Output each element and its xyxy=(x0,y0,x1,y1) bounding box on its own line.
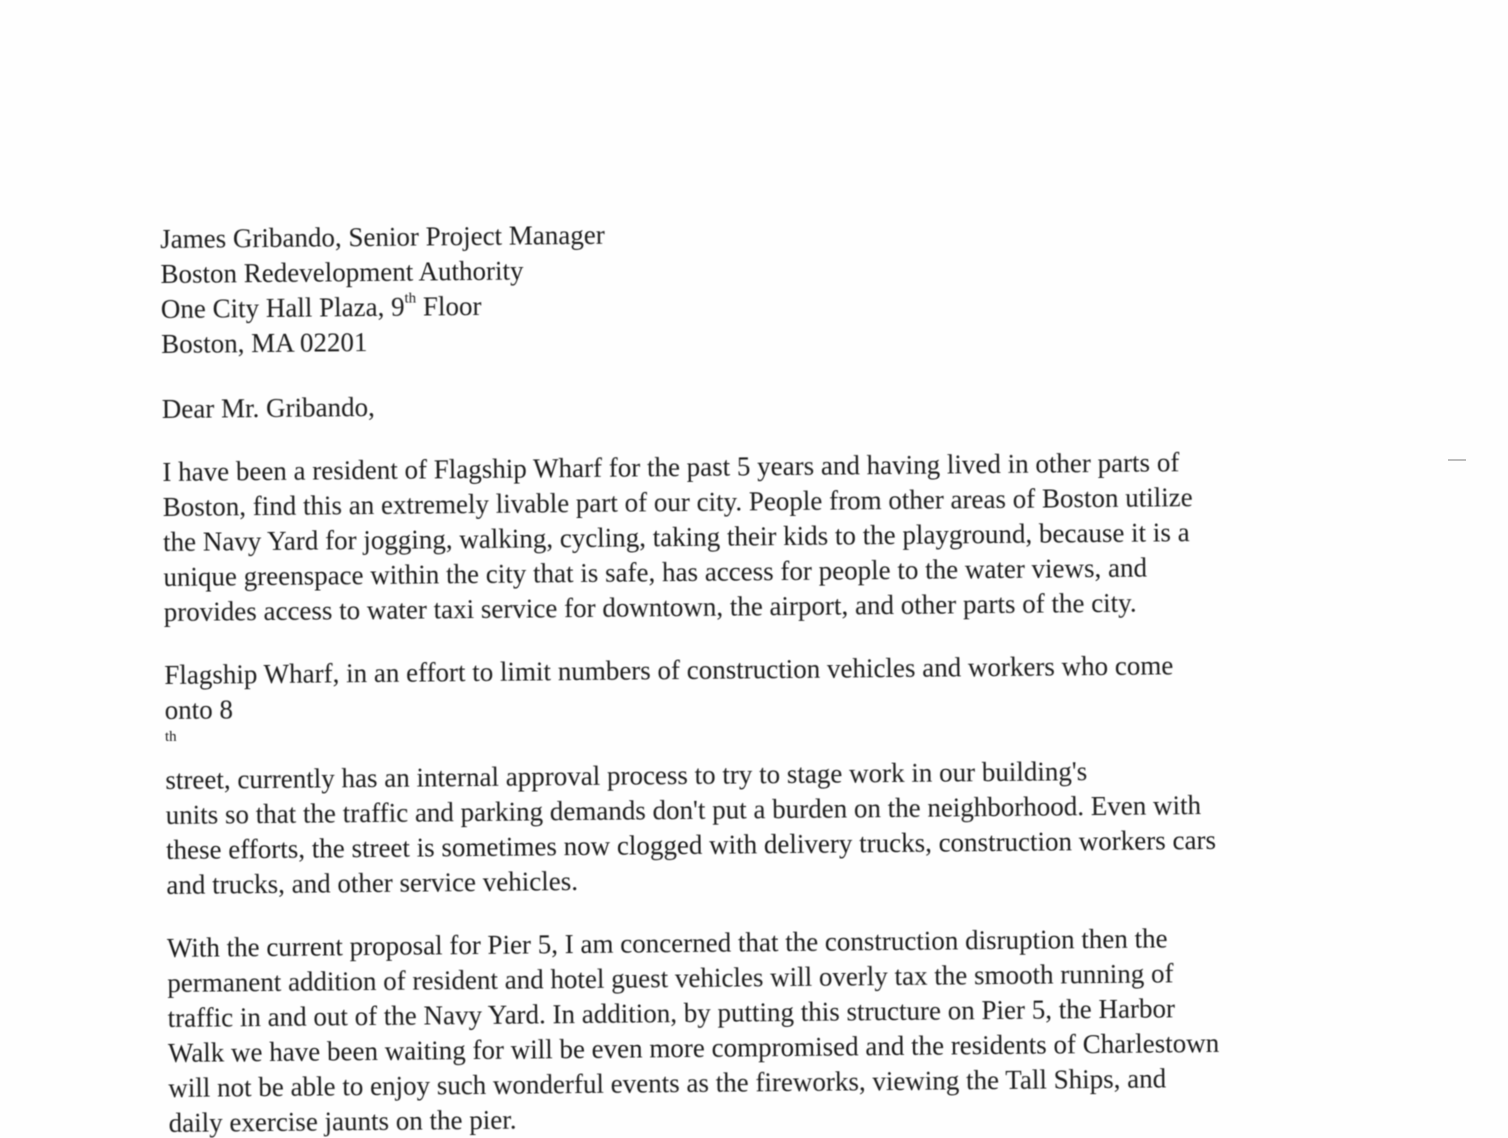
paragraph-1-line: the Navy Yard for jogging, walking, cycling, taking their kids to the playground, because it is a xyxy=(162,517,1190,557)
paragraph-3-line: Walk we have been waiting for will be even more compromised and the residents of Charlestown xyxy=(167,1027,1220,1068)
paragraph-2-line: Flagship Wharf, in an effort to limit numbers of construction vehicles and workers who come xyxy=(164,650,1174,690)
salutation: Dear Mr. Gribando, xyxy=(161,391,375,424)
street-prefix: onto 8 xyxy=(164,694,234,725)
recipient-name-title: James Gribando, Senior Project Manager xyxy=(160,219,605,254)
paragraph-3-line: permanent addition of resident and hotel guest vehicles will overly tax the smooth running of xyxy=(167,958,1174,998)
paragraph-3-line: daily exercise jaunts on the pier. xyxy=(168,1104,517,1138)
paragraph-2-line xyxy=(165,681,1376,798)
street-ordinal-suffix: th xyxy=(164,728,177,745)
letter-body xyxy=(160,210,1379,1138)
street-line-rest: street, currently has an internal approval process to try to stage work in our building's xyxy=(165,756,1088,795)
floor-ordinal-suffix: th xyxy=(404,290,417,307)
recipient-address-block xyxy=(160,210,1371,362)
paragraph-1-line: I have been a resident of Flagship Wharf for the past 5 years and having lived in other parts of xyxy=(162,447,1180,487)
street-address-main: One City Hall Plaza, 9 xyxy=(160,291,405,324)
paragraph-3 xyxy=(167,919,1379,1138)
scan-artifact-mark xyxy=(1448,459,1466,461)
paragraph-1-line: provides access to water taxi service for downtown, the airport, and other parts of the city. xyxy=(163,587,1137,627)
recipient-city-state-zip: Boston, MA 02201 xyxy=(161,327,368,359)
paragraph-2 xyxy=(164,646,1376,903)
recipient-organization: Boston Redevelopment Authority xyxy=(160,255,524,289)
paragraph-1-line: Boston, find this an extremely livable part of our city. People from other areas of Boston utilize xyxy=(162,482,1193,522)
paragraph-3-line: traffic in and out of the Navy Yard. In addition, by putting this structure on Pier 5, the Harbor xyxy=(167,993,1176,1033)
paragraph-3-line: will not be able to enjoy such wonderful events as the fireworks, viewing the Tall Ships, and xyxy=(168,1063,1167,1103)
paragraph-1-line: unique greenspace within the city that is safe, has access for people to the water views, and xyxy=(163,552,1148,592)
paragraph-2-line: these efforts, the street is sometimes now clogged with delivery trucks, construction workers cars xyxy=(165,824,1217,865)
paragraph-3-line: With the current proposal for Pier 5, I am concerned that the construction disruption then the xyxy=(166,923,1168,963)
paragraph-2-line: and trucks, and other service vehicles. xyxy=(166,866,579,900)
street-address-floor: Floor xyxy=(416,290,482,322)
paragraph-2-line: units so that the traffic and parking demands don't put a burden on the neighborhood. Even with xyxy=(165,790,1202,830)
paragraph-1 xyxy=(162,443,1374,630)
